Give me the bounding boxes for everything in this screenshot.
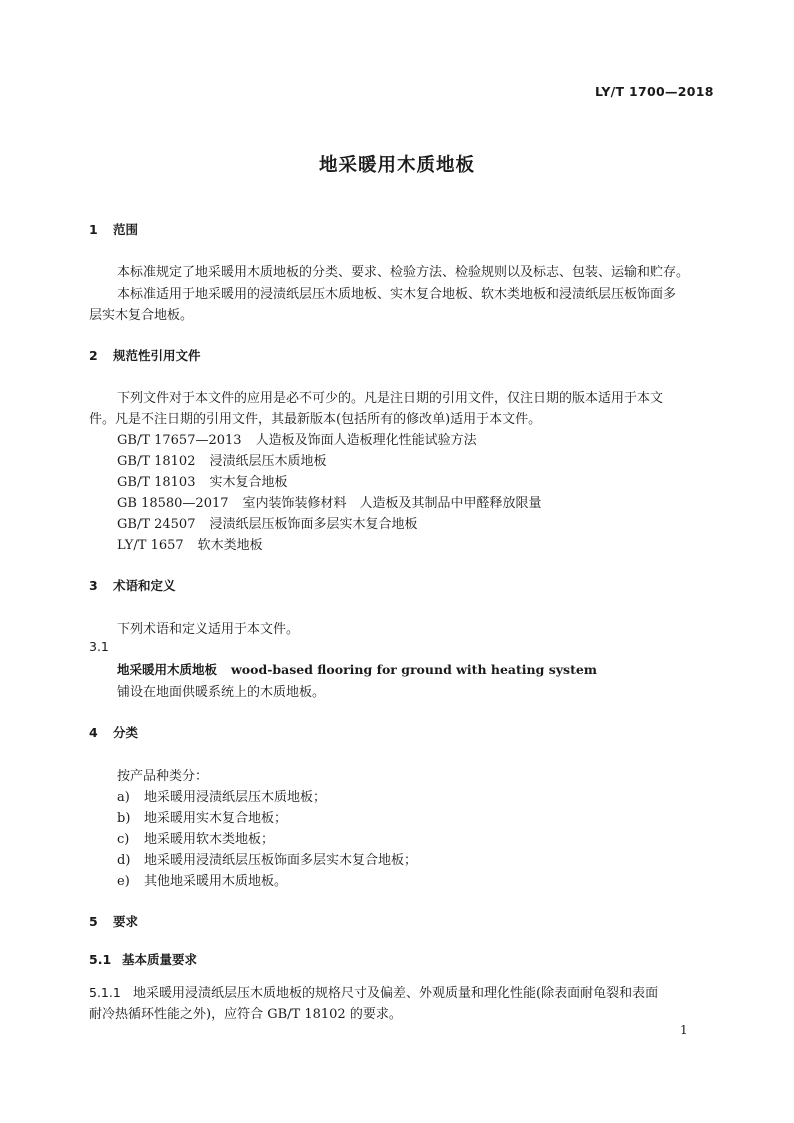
paragraph-line: 下列文件对于本文件的应用是必不可少的。凡是注日期的引用文件，仅注日期的版本适用于本文 <box>117 391 664 406</box>
list-marker: d) <box>117 853 131 868</box>
list-item <box>117 870 287 889</box>
reference-title: 人造板及饰面人造板理化性能试验方法 <box>255 433 477 448</box>
reference-title: 实木复合地板 <box>209 475 288 490</box>
reference-code: GB/T 18103 <box>117 475 196 490</box>
list-marker: e) <box>117 874 130 889</box>
section-5-heading <box>89 912 138 930</box>
section-number: 4 <box>89 725 98 740</box>
term-english: wood-based flooring for ground with heating system <box>231 662 598 677</box>
list-text: 地采暖用浸渍纸层压木质地板； <box>144 790 327 805</box>
list-marker: b) <box>117 811 131 826</box>
paragraph-line: 层实木复合地板。 <box>89 308 194 323</box>
reference-title: 浸渍纸层压木质地板 <box>209 454 327 469</box>
reference-code: LY/T 1657 <box>117 538 184 553</box>
list-marker: a) <box>117 790 130 805</box>
list-item <box>117 828 274 847</box>
clause-line: 耐冷热循环性能之外)，应符合 GB/T 18102 的要求。 <box>89 1007 402 1022</box>
page-number: 1 <box>680 1023 688 1037</box>
section-title: 规范性引用文件 <box>113 348 201 363</box>
section-number: 1 <box>89 222 98 237</box>
reference-title: 浸渍纸层压板饰面多层实木复合地板 <box>209 517 418 532</box>
section-number: 2 <box>89 348 98 363</box>
clause-line <box>89 982 658 1001</box>
list-text: 地采暖用浸渍纸层压板饰面多层实木复合地板； <box>144 853 418 868</box>
section-2-heading <box>89 346 201 364</box>
subsection-number: 5.1 <box>89 952 112 967</box>
reference-code: GB 18580—2017 <box>117 496 229 511</box>
reference-item <box>117 450 327 469</box>
list-text: 地采暖用实木复合地板； <box>144 811 288 826</box>
paragraph: 按产品种类分： <box>117 769 209 784</box>
paragraph-line: 本标准适用于地采暖用的浸渍纸层压木质地板、实木复合地板、软木类地板和浸渍纸层压板饰面多 <box>117 287 677 302</box>
clause-text: 地采暖用浸渍纸层压木质地板的规格尺寸及偏差、外观质量和理化性能(除表面耐龟裂和表面 <box>133 986 659 1001</box>
section-title: 要求 <box>113 914 139 929</box>
term-entry <box>117 660 597 678</box>
reference-item <box>117 534 263 553</box>
subclause-number: 3.1 <box>89 639 109 654</box>
section-4-heading <box>89 723 138 741</box>
paragraph: 下列术语和定义适用于本文件。 <box>117 622 300 637</box>
subsection-heading <box>89 950 197 968</box>
reference-code: GB/T 24507 <box>117 517 196 532</box>
list-text: 地采暖用软木类地板； <box>144 832 275 847</box>
list-item <box>117 849 417 868</box>
section-title: 范围 <box>113 222 139 237</box>
section-title: 分类 <box>113 725 139 740</box>
reference-title: 软木类地板 <box>197 538 263 553</box>
reference-item <box>117 492 542 511</box>
subsection-title: 基本质量要求 <box>122 952 198 967</box>
list-text: 其他地采暖用木质地板。 <box>144 874 288 889</box>
standard-number: LY/T 1700—2018 <box>595 84 714 99</box>
list-item <box>117 786 326 805</box>
reference-title: 室内装饰装修材料 人造板及其制品中甲醛释放限量 <box>242 496 542 511</box>
section-number: 3 <box>89 578 98 593</box>
document-title: 地采暖用木质地板 <box>318 155 475 176</box>
section-title: 术语和定义 <box>113 578 176 593</box>
paragraph-line: 件。凡是不注日期的引用文件，其最新版本(包括所有的修改单)适用于本文件。 <box>89 412 542 427</box>
reference-code: GB/T 18102 <box>117 454 196 469</box>
list-marker: c) <box>117 832 130 847</box>
reference-item <box>117 513 418 532</box>
clause-number: 5.1.1 <box>89 985 121 1000</box>
reference-code: GB/T 17657—2013 <box>117 433 242 448</box>
term-chinese: 地采暖用木质地板 <box>117 662 218 677</box>
reference-item <box>117 429 477 448</box>
reference-item <box>117 471 288 490</box>
term-definition: 铺设在地面供暖系统上的木质地板。 <box>117 685 326 700</box>
section-1-heading <box>89 220 138 238</box>
list-item <box>117 807 287 826</box>
paragraph: 本标准规定了地采暖用木质地板的分类、要求、检验方法、检验规则以及标志、包装、运输和贮存。 <box>117 265 690 280</box>
section-number: 5 <box>89 914 98 929</box>
section-3-heading <box>89 576 176 594</box>
